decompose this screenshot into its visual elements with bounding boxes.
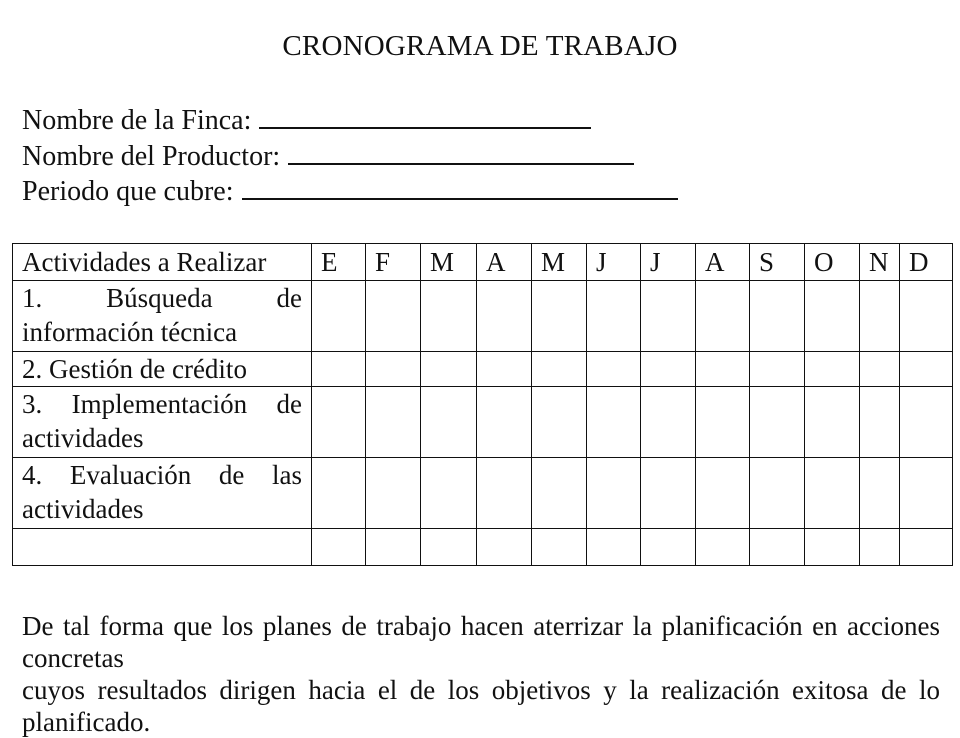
month-cell xyxy=(532,281,587,352)
closing-paragraph xyxy=(22,610,940,738)
month-cell xyxy=(641,352,696,387)
table-row xyxy=(13,387,953,458)
table-row xyxy=(13,352,953,387)
month-cell xyxy=(366,352,421,387)
month-cell xyxy=(696,352,750,387)
table-row xyxy=(13,529,953,566)
activity-cell xyxy=(13,352,312,387)
month-cell xyxy=(312,458,366,529)
month-cell xyxy=(641,281,696,352)
month-cell xyxy=(750,281,805,352)
month-cell xyxy=(477,352,532,387)
month-cell xyxy=(587,458,641,529)
month-cell xyxy=(641,529,696,566)
month-cell xyxy=(532,352,587,387)
month-header: S xyxy=(750,244,805,281)
activity-text: actividades xyxy=(22,423,144,453)
field-finca-blank xyxy=(259,102,591,129)
month-cell xyxy=(366,529,421,566)
field-periodo-blank xyxy=(242,173,678,200)
field-periodo-label: Periodo que cubre: xyxy=(22,176,234,207)
field-productor xyxy=(22,138,634,174)
month-cell xyxy=(477,387,532,458)
month-cell xyxy=(860,458,900,529)
month-cell xyxy=(900,529,953,566)
field-productor-label: Nombre del Productor: xyxy=(22,141,281,172)
month-cell xyxy=(421,352,477,387)
month-header: J xyxy=(641,244,696,281)
month-cell xyxy=(805,529,860,566)
month-cell xyxy=(532,458,587,529)
month-cell xyxy=(366,387,421,458)
activity-text: 1. Búsqueda de xyxy=(22,283,302,313)
paragraph-line: De tal forma que los planes de trabajo hacen aterrizar la planificación en acciones concretas xyxy=(22,611,940,673)
month-cell xyxy=(587,281,641,352)
month-header: F xyxy=(366,244,421,281)
activity-text: información técnica xyxy=(22,317,238,347)
month-cell xyxy=(805,352,860,387)
month-cell xyxy=(587,529,641,566)
month-cell xyxy=(587,387,641,458)
month-cell xyxy=(477,458,532,529)
activity-column-header: Actividades a Realizar xyxy=(13,244,312,281)
month-cell xyxy=(312,352,366,387)
month-cell xyxy=(805,281,860,352)
field-finca xyxy=(22,102,591,138)
paragraph-line: cuyos resultados dirigen hacia el de los objetivos y la realización exitosa de lo planificado. xyxy=(22,675,940,737)
month-cell xyxy=(532,387,587,458)
month-cell xyxy=(696,387,750,458)
activity-cell xyxy=(13,281,312,352)
page-title: CRONOGRAMA DE TRABAJO xyxy=(282,30,678,62)
field-productor-blank xyxy=(288,138,634,165)
month-cell xyxy=(805,387,860,458)
month-header: J xyxy=(587,244,641,281)
month-header: A xyxy=(696,244,750,281)
month-cell xyxy=(750,352,805,387)
month-cell xyxy=(477,281,532,352)
activity-text: 2. Gestión de crédito xyxy=(22,354,247,384)
month-cell xyxy=(900,387,953,458)
month-cell xyxy=(312,529,366,566)
month-cell xyxy=(750,458,805,529)
month-cell xyxy=(641,458,696,529)
activity-cell xyxy=(13,458,312,529)
month-cell xyxy=(366,458,421,529)
month-cell xyxy=(860,352,900,387)
month-cell xyxy=(421,458,477,529)
month-cell xyxy=(805,458,860,529)
month-header: O xyxy=(805,244,860,281)
month-cell xyxy=(421,387,477,458)
month-header: M xyxy=(421,244,477,281)
month-cell xyxy=(900,458,953,529)
month-header: M xyxy=(532,244,587,281)
activity-cell xyxy=(13,529,312,566)
month-cell xyxy=(587,352,641,387)
month-cell xyxy=(900,281,953,352)
month-cell xyxy=(860,529,900,566)
schedule-table xyxy=(12,243,953,566)
month-cell xyxy=(860,281,900,352)
month-cell xyxy=(312,281,366,352)
month-header: N xyxy=(860,244,900,281)
month-cell xyxy=(750,529,805,566)
month-header: D xyxy=(900,244,953,281)
month-header: A xyxy=(477,244,532,281)
month-cell xyxy=(477,529,532,566)
activity-text: actividades xyxy=(22,494,144,524)
month-cell xyxy=(750,387,805,458)
month-cell xyxy=(312,387,366,458)
month-cell xyxy=(860,387,900,458)
activity-text: 4. Evaluación de las xyxy=(22,460,302,490)
month-cell xyxy=(696,281,750,352)
month-cell xyxy=(532,529,587,566)
activity-cell xyxy=(13,387,312,458)
month-cell xyxy=(421,529,477,566)
field-periodo xyxy=(22,173,678,209)
table-header-row xyxy=(13,244,953,281)
month-cell xyxy=(900,352,953,387)
field-finca-label: Nombre de la Finca: xyxy=(22,105,252,136)
table-row xyxy=(13,458,953,529)
month-cell xyxy=(366,281,421,352)
month-cell xyxy=(696,529,750,566)
activity-text: 3. Implementación de xyxy=(22,389,302,419)
table-row xyxy=(13,281,953,352)
month-cell xyxy=(696,458,750,529)
month-cell xyxy=(421,281,477,352)
month-cell xyxy=(641,387,696,458)
month-header: E xyxy=(312,244,366,281)
